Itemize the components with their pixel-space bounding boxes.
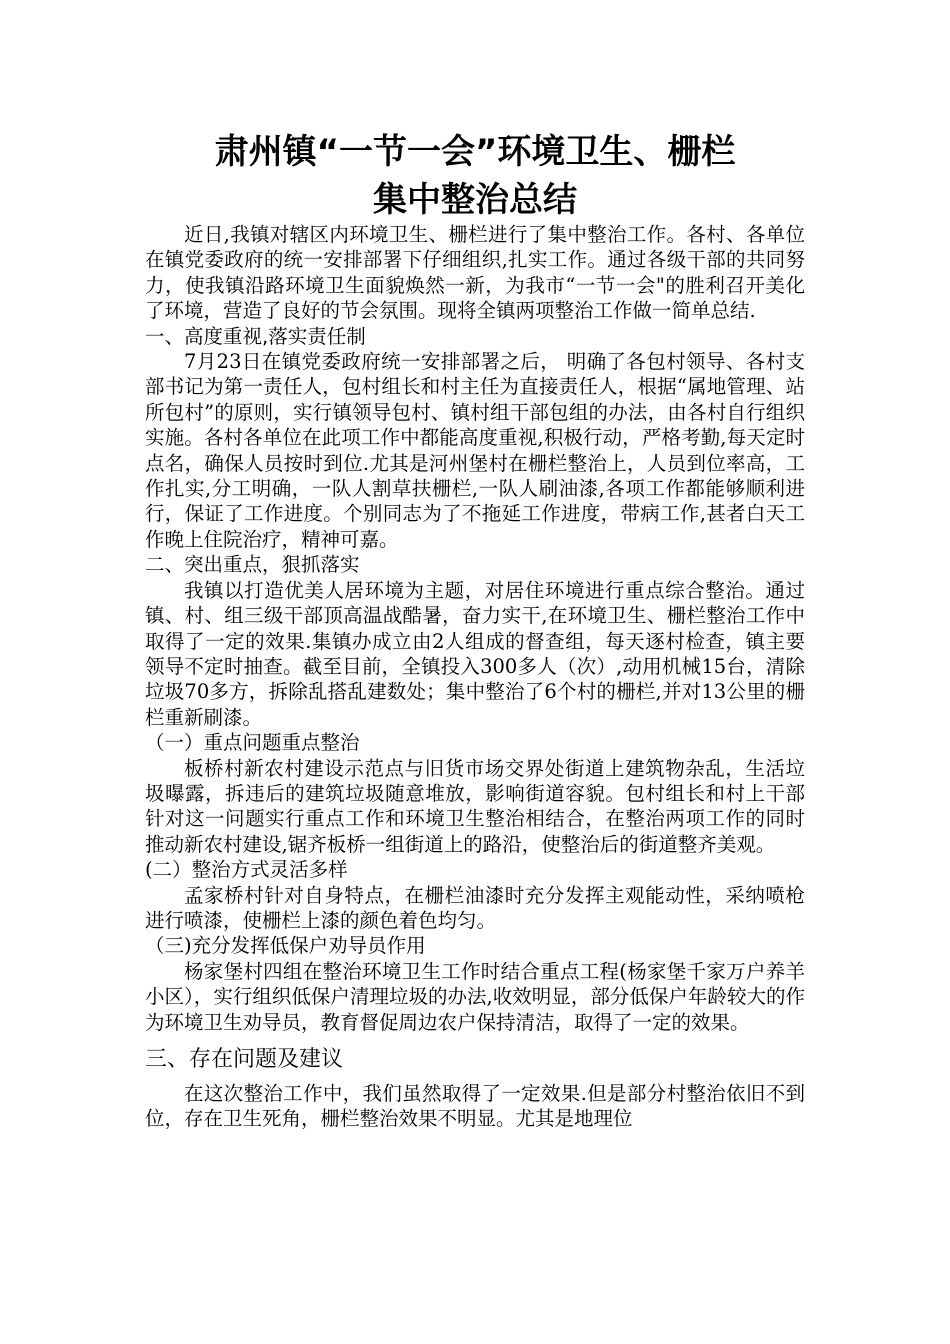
intro-paragraph: 近日,我镇对辖区内环境卫生、栅栏进行了集中整治工作。各村、各单位在镇党委政府的统一安排部署下仔细组织,扎实工作。通过各级干部的共同努力，使我镇沿路环境卫生面貌焕然一新，为我市“一节一会"的胜利召开美化了环境，营造了良好的节会氛围。现将全镇两项整治工作做一简单总结. — [145, 223, 805, 323]
subsection1-paragraph: 板桥村新农村建设示范点与旧货市场交界处街道上建筑物杂乱，生活垃圾曝露，拆违后的建筑垃圾随意堆放，影响街道容貌。包村组长和村上干部针对这一问题实行重点工作和环境卫生整治相结合，在整治两项工作的同时推动新农村建设,锯齐板桥一组街道上的路沿，使整治后的街道整齐美观。 — [145, 756, 805, 856]
subsection2-paragraph: 孟家桥村针对自身特点，在栅栏油漆时充分发挥主观能动性，采纳喷枪进行喷漆，使栅栏上漆的颜色着色均匀。 — [145, 883, 805, 932]
document-title-line2: 集中整治总结 — [373, 180, 577, 220]
subsection2-heading: (二）整治方式灵活多样 — [145, 858, 348, 882]
section3-heading: 三、存在问题及建议 — [145, 1047, 344, 1072]
subsection3-paragraph: 杨家堡村四组在整治环境卫生工作时结合重点工程(杨家堡千家万户养羊小区），实行组织低保户清理垃圾的办法,收效明显，部分低保户年龄较大的作为环境卫生劝导员，教育督促周边农户保持清洁，取得了一定的效果。 — [145, 959, 805, 1034]
section2-paragraph: 我镇以打造优美人居环境为主题，对居住环境进行重点综合整治。通过镇、村、组三级干部顶高温战酷暑，奋力实干,在环境卫生、栅栏整治工作中取得了一定的效果.集镇办成立由2人组成的督查组，每天逐村检查，镇主要领导不定时抽查。截至目前，全镇投入300多人（次）,动用机械15台，清除垃圾70多方，拆除乱搭乱建数处；集中整治了6个村的栅栏,并对13公里的栅栏重新刷漆。 — [145, 578, 805, 729]
section1-heading: 一、高度重视,落实责任制 — [145, 324, 366, 348]
subsection3-heading: （三)充分发挥低保户劝导员作用 — [145, 934, 426, 958]
document-title-line1: 肃州镇“一节一会”环境卫生、栅栏 — [214, 132, 736, 172]
section3-paragraph: 在这次整治工作中，我们虽然取得了一定效果.但是部分村整治依旧不到位，存在卫生死角，栅栏整治效果不明显。尤其是地理位 — [145, 1082, 805, 1131]
document-body — [145, 222, 805, 1132]
section2-heading: 二、突出重点，狠抓落实 — [145, 553, 360, 577]
section1-paragraph: 7月23日在镇党委政府统一安排部署之后， 明确了各包村领导、各村支部书记为第一责任人，包村组长和村主任为直接责任人，根据“属地管理、站所包村”的原则，实行镇领导包村、镇村组干部包组的办法，由各村自行组织实施。各村各单位在此项工作中都能高度重视,积极行动，严格考勤,每天定时点名，确保人员按时到位.尤其是河州堡村在栅栏整治上，人员到位率高，工作扎实,分工明确，一队人割草扶栅栏,一队人刷油漆,各项工作都能够顺利进行，保证了工作进度。个别同志为了不拖延工作进度，带病工作,甚者白天工作晚上住院治疗，精神可嘉。 — [145, 350, 805, 551]
subsection1-heading: （一）重点问题重点整治 — [145, 731, 360, 755]
